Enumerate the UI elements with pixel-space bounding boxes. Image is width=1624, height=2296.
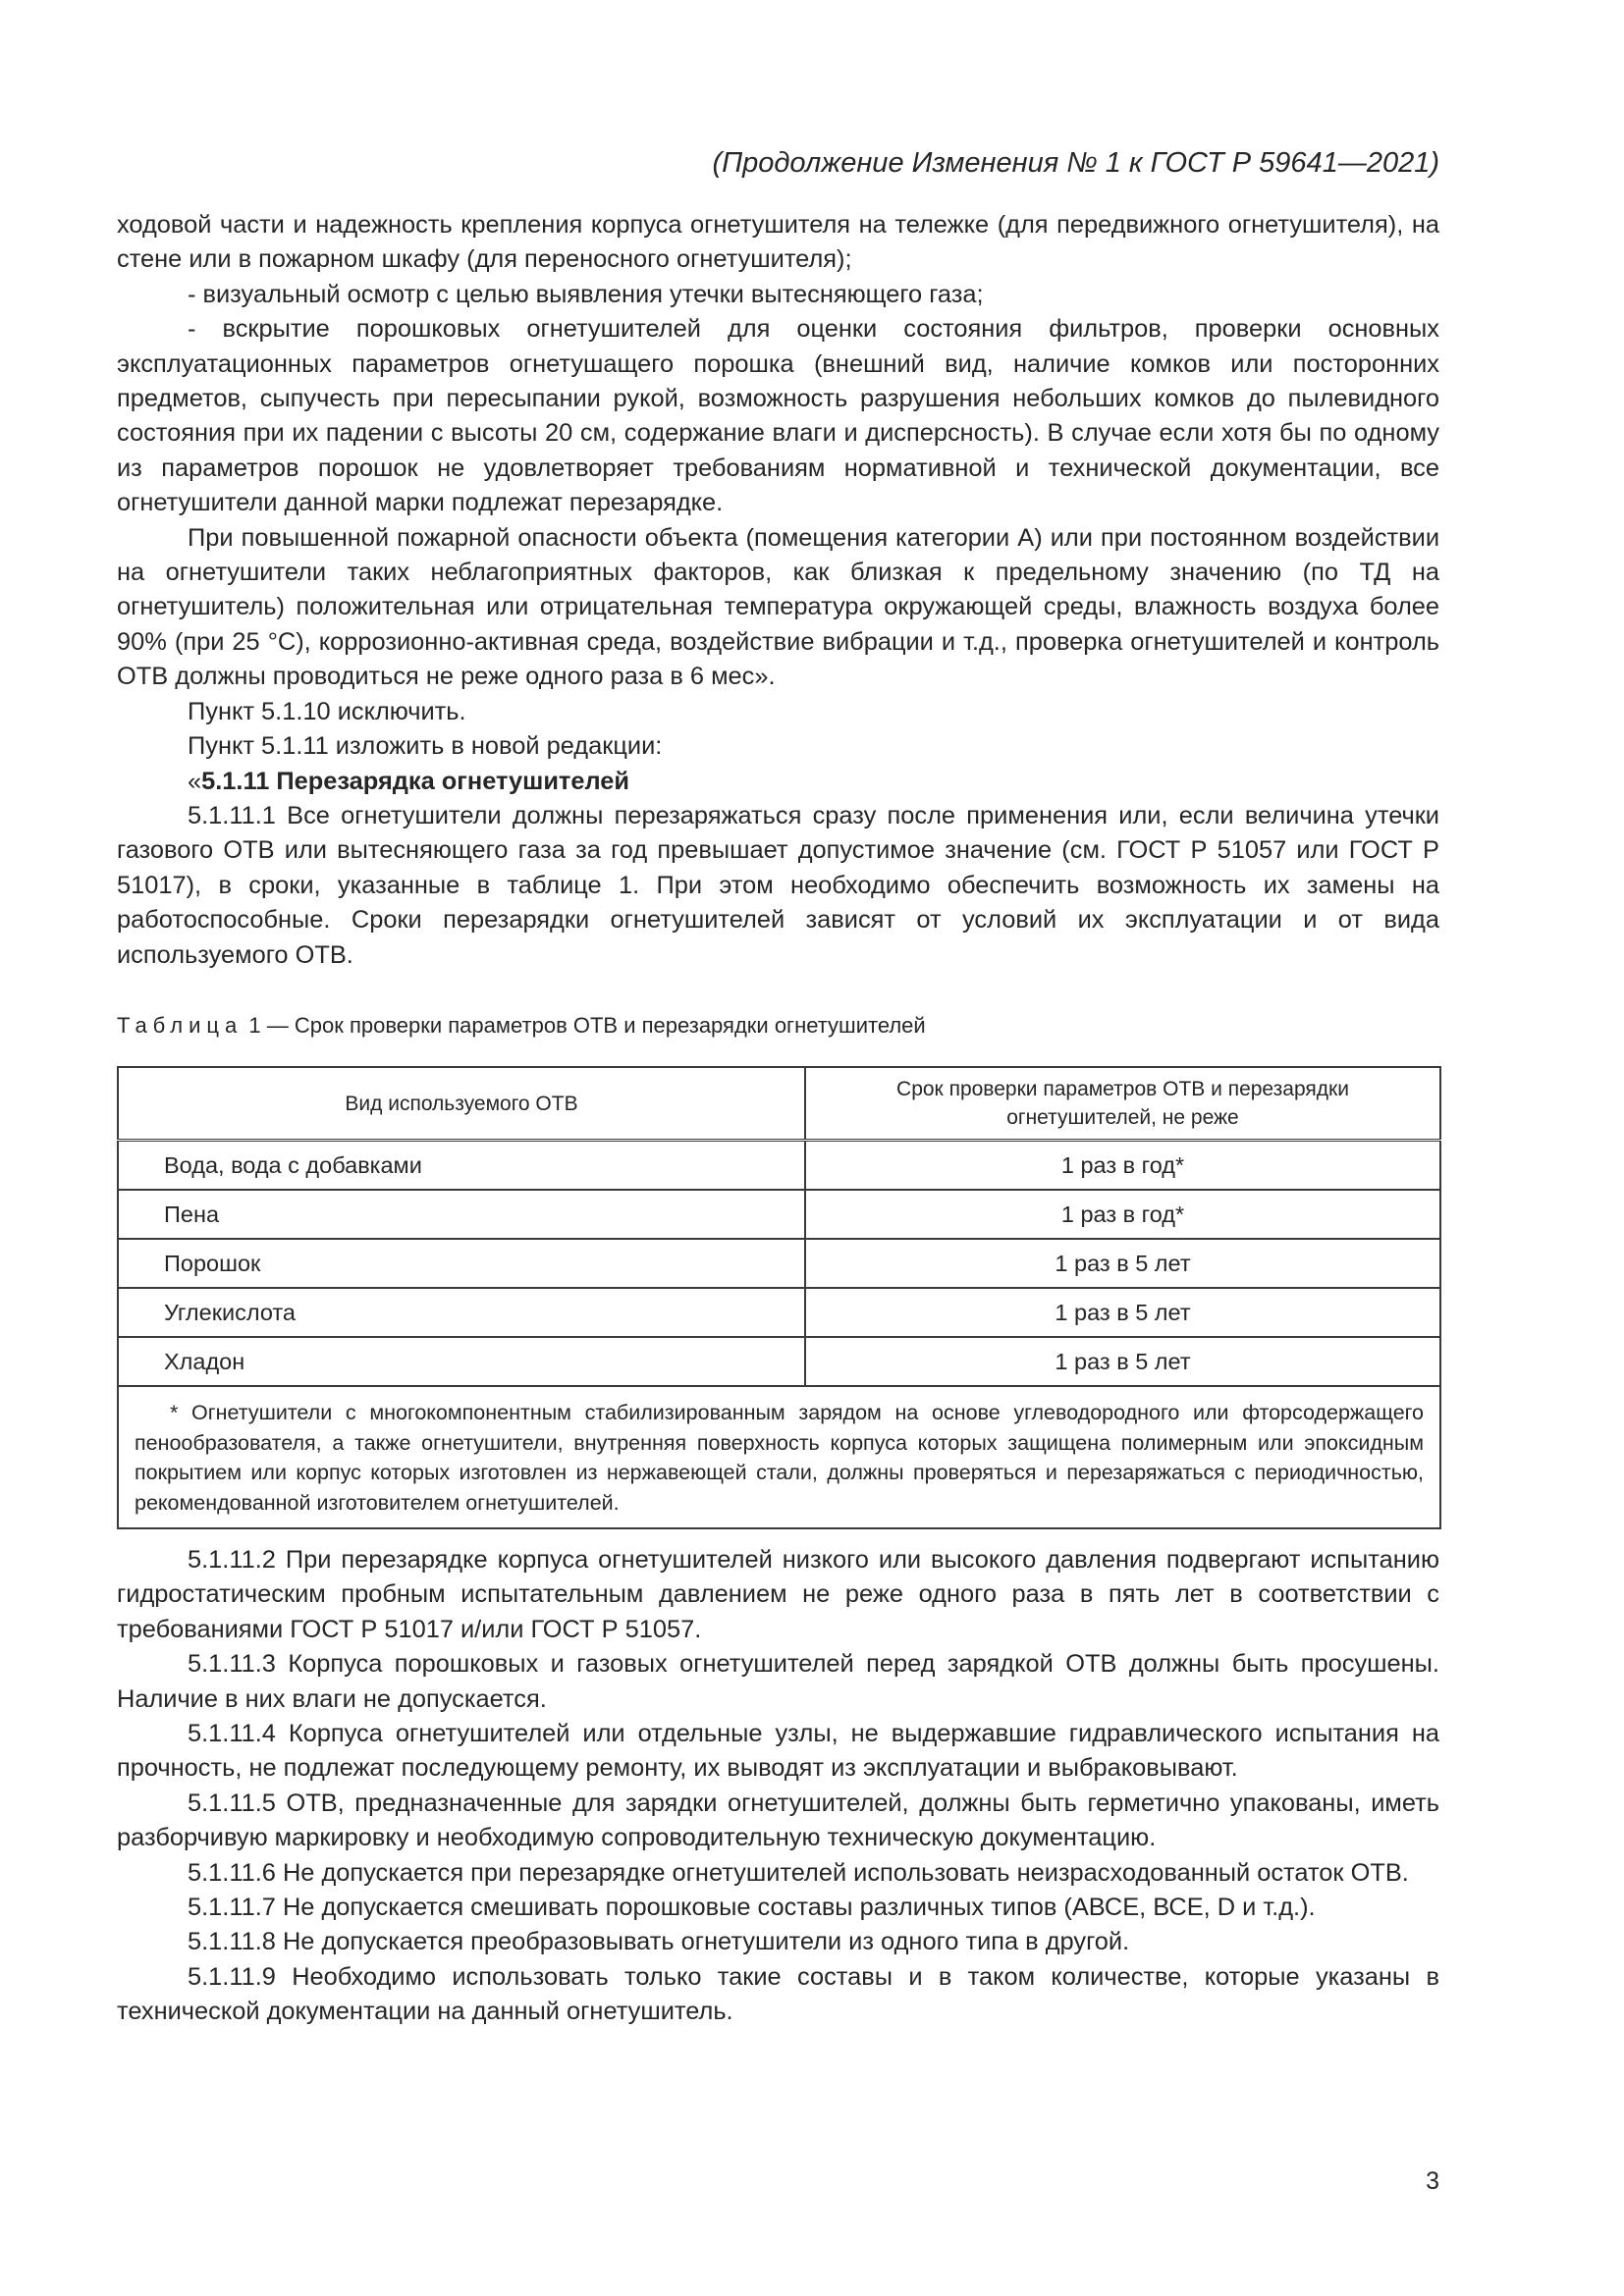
table-header-cell: Вид используемого ОТВ: [118, 1067, 805, 1141]
table-footnote-text: * Огнетушители с многокомпонентным стабилизированным зарядом на основе углеводородного или фторсодержащего пенообразователя, а также огнетушители, внутренняя поверхность корпуса которых защищена полимерным или эпоксидным покрытием или корпус которых изготовлен из нержавеющей стали, должны проверяться и перезаряжаться с периодичностью, рекомендованной изготовителем огнетушителей.: [135, 1401, 1424, 1515]
table-caption-text: 1 — Срок проверки параметров ОТВ и перезарядки огнетушителей: [248, 1013, 926, 1038]
paragraph: Пункт 5.1.10 исключить.: [188, 697, 466, 725]
page-number: 3: [1426, 2167, 1439, 2195]
after-table-text: [117, 1543, 1439, 2030]
table-caption: [117, 1011, 926, 1041]
table-cell-type: Углекислота: [118, 1288, 805, 1337]
paragraph: 5.1.11.8 Не допускается преобразовывать огнетушители из одного типа в другой.: [188, 1928, 1130, 1956]
table-footnote: [118, 1386, 1440, 1528]
intro-text: [117, 208, 1439, 973]
table-row: [118, 1239, 1440, 1288]
table-cell-term: 1 раз в год*: [805, 1141, 1440, 1191]
table-cell-type: Хладон: [118, 1337, 805, 1386]
table-header-cell: Срок проверки параметров ОТВ и перезарядки огнетушителей, не реже: [805, 1067, 1440, 1141]
table-cell-type: Пена: [118, 1190, 805, 1239]
section-heading: [117, 765, 1439, 799]
paragraph: При повышенной пожарной опасности объекта (помещения категории А) или при постоянном воздействии на огнетушители таких неблагоприятных факторов, как близкая к предельному значению (по ТД на огнетушитель) положительная или отрицательная температура окружающей среды, влажность воздуха более 90% (при 25 °С), коррозионно-активная среда, воздействие вибрации и т.д., проверка огнетушителей и контроль ОТВ должны проводиться не реже одного раза в 6 мес».: [117, 523, 1439, 691]
table-header-row: [118, 1067, 1440, 1141]
list-item: - визуальный осмотр с целью выявления утечки вытесняющего газа;: [188, 280, 984, 308]
list-item: - вскрытие порошковых огнетушителей для оценки состояния фильтров, проверки основных эксплуатационных параметров огнетушащего порошка (внешний вид, наличие комков или посторонних предметов, сыпучесть при пересыпании рукой, возможность разрушения небольших комков до пылевидного состояния при их падении с высоты 20 см, содержание влаги и дисперсность). В случае если хотя бы по одному из параметров порошок не удовлетворяет требованиям нормативной и технической документации, все огнетушители данной марки подлежат перезарядке.: [117, 315, 1439, 517]
paragraph: 5.1.11.3 Корпуса порошковых и газовых огнетушителей перед зарядкой ОТВ должны быть просушены. Наличие в них влаги не допускается.: [117, 1650, 1439, 1713]
table-row: [118, 1141, 1440, 1191]
paragraph: 5.1.11.9 Необходимо использовать только такие составы и в таком количестве, которые указаны в технической документации на данный огнетушитель.: [117, 1962, 1439, 2026]
opening-quote: «: [188, 767, 202, 795]
table-cell-type: Вода, вода с добавками: [118, 1141, 805, 1191]
table-cell-type: Порошок: [118, 1239, 805, 1288]
table-row: [118, 1288, 1440, 1337]
section-title: 5.1.11 Перезарядка огнетушителей: [201, 767, 630, 795]
paragraph: Пункт 5.1.11 изложить в новой редакции:: [188, 732, 663, 761]
table-cell-term: 1 раз в 5 лет: [805, 1288, 1440, 1337]
paragraph: 5.1.11.7 Не допускается смешивать порошковые составы различных типов (АВСЕ, ВСЕ, D и т.д.).: [188, 1894, 1316, 1922]
table-cell-term: 1 раз в 5 лет: [805, 1337, 1440, 1386]
paragraph: 5.1.11.4 Корпуса огнетушителей или отдельные узлы, не выдержавшие гидравлического испытания на прочность, не подлежат последующему ремонту, их выводят из эксплуатации и выбраковывают.: [117, 1720, 1439, 1783]
table-cell-term: 1 раз в 5 лет: [805, 1239, 1440, 1288]
table-cell-term: 1 раз в год*: [805, 1190, 1440, 1239]
page-header: (Продолжение Изменения № 1 к ГОСТ Р 59641—2021): [712, 147, 1439, 179]
table-footnote-row: [118, 1386, 1440, 1528]
paragraph: 5.1.11.1 Все огнетушители должны перезаряжаться сразу после применения или, если величина утечки газового ОТВ или вытесняющего газа за год превышает допустимое значение (см. ГОСТ Р 51057 или ГОСТ Р 51017), в сроки, указанные в таблице 1. При этом необходимо обеспечить возможность их замены на работоспособные. Сроки перезарядки огнетушителей зависят от условий их эксплуатации и от вида используемого ОТВ.: [117, 801, 1439, 969]
table-row: [118, 1190, 1440, 1239]
table-container: [117, 1066, 1441, 1529]
paragraph: 5.1.11.6 Не допускается при перезарядке огнетушителей использовать неизрасходованный остаток ОТВ.: [188, 1858, 1409, 1887]
table-caption-word: Таблица: [117, 1013, 244, 1038]
paragraph: 5.1.11.5 ОТВ, предназначенные для зарядки огнетушителей, должны быть герметично упакованы, иметь разборчивую маркировку и необходимую сопроводительную техническую документацию.: [117, 1789, 1439, 1852]
recharge-table: [117, 1066, 1441, 1529]
paragraph: ходовой части и надежность крепления корпуса огнетушителя на тележке (для передвижного огнетушителя), на стене или в пожарном шкафу (для переносного огнетушителя);: [117, 211, 1439, 274]
paragraph: 5.1.11.2 При перезарядке корпуса огнетушителей низкого или высокого давления подвергают испытанию гидростатическим пробным испытательным давлением не реже одного раза в пять лет в соответствии с требованиями ГОСТ Р 51017 и/или ГОСТ Р 51057.: [117, 1546, 1439, 1643]
table-row: [118, 1337, 1440, 1386]
